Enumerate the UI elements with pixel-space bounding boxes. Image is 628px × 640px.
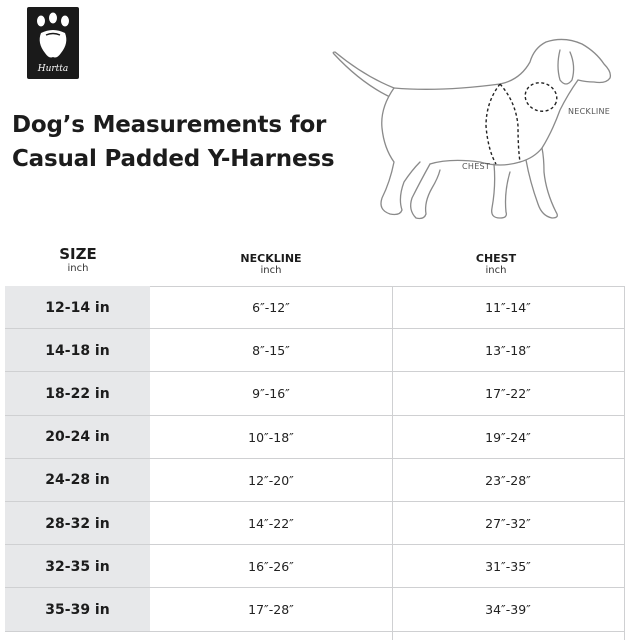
size-cell: 12-14 in [5, 286, 150, 329]
size-cell: 32-35 in [5, 545, 150, 588]
dog-illustration [320, 22, 620, 232]
size-cell: 14-18 in [5, 329, 150, 372]
size-cell: 20-24 in [5, 416, 150, 459]
size-header-label: SIZE [59, 245, 97, 263]
neckline-label: NECKLINE [568, 107, 611, 116]
chest-cell: 27″-32″ [485, 516, 531, 531]
chest-header-unit: inch [485, 265, 507, 277]
table-row [0, 372, 628, 415]
paw-icon [27, 7, 79, 67]
page-title [12, 108, 334, 176]
chest-cell: 13″-18″ [485, 343, 531, 359]
title-line-2: Casual Padded Y-Harness [12, 146, 335, 172]
size-cell: 18-22 in [5, 372, 150, 415]
neckline-cell: 9″-16″ [252, 386, 290, 402]
chest-header [446, 253, 546, 276]
column-divider [392, 286, 393, 640]
neckline-header [221, 253, 321, 276]
table-row [0, 459, 628, 502]
chest-cell: 19″-24″ [485, 429, 531, 445]
neckline-cell: 12″-20″ [248, 472, 294, 488]
chest-cell: 17″-22″ [485, 386, 531, 402]
chest-label: CHEST [462, 162, 491, 171]
brand-logo [27, 7, 79, 79]
row-rule [5, 631, 625, 632]
table-row [0, 545, 628, 588]
neckline-header-unit: inch [260, 265, 282, 277]
size-cell: 35-39 in [5, 588, 150, 631]
neckline-cell: 6″-12″ [252, 300, 290, 315]
table-row [0, 416, 628, 459]
neckline-cell: 17″-28″ [248, 602, 294, 618]
neckline-cell: 14″-22″ [248, 516, 294, 531]
chest-header-label: CHEST [475, 252, 517, 265]
size-header-unit: inch [67, 262, 89, 274]
chest-cell: 34″-39″ [485, 602, 531, 618]
table-row [0, 502, 628, 545]
neckline-cell: 16″-26″ [248, 559, 294, 575]
chest-cell: 31″-35″ [485, 559, 531, 575]
neckline-cell: 10″-18″ [248, 429, 294, 445]
brand-name: Hurtta [37, 64, 69, 74]
chest-cell: 23″-28″ [485, 472, 531, 488]
neckline-header-label: NECKLINE [240, 252, 302, 265]
title-line-1: Dog’s Measurements for [12, 112, 327, 138]
chest-cell: 11″-14″ [485, 300, 531, 315]
table-right-border [624, 286, 625, 640]
size-cell: 24-28 in [5, 459, 150, 502]
table-row [0, 588, 628, 631]
size-header [28, 246, 128, 274]
table-row [0, 329, 628, 372]
table-row [0, 286, 628, 329]
neckline-cell: 8″-15″ [252, 343, 290, 359]
size-cell: 28-32 in [5, 502, 150, 545]
